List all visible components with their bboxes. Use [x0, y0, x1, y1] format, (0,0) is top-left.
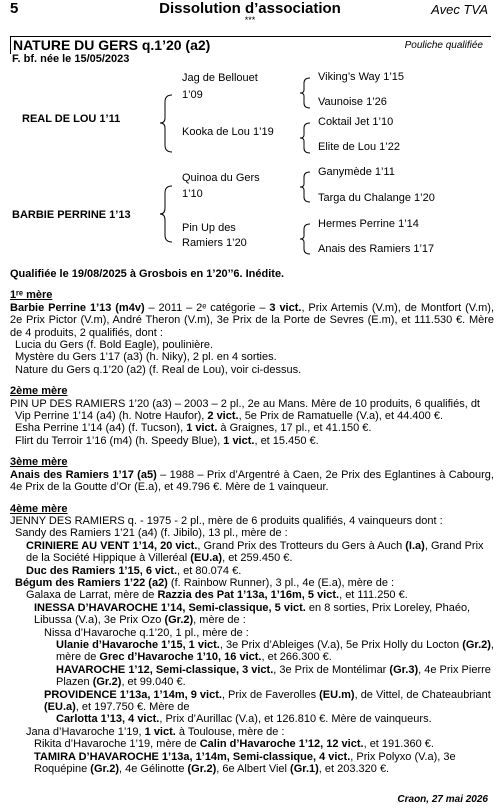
third-dam-text: Anais des Ramiers 1’17 (a5) – 1988 – Prix d’Argentré à Caen, 2e Prix des Eglantines à Cabourg, 4e Prix de la Goutte d’Or (E.a), et 49.796 €. Mère de 1 vainqueur.: [10, 468, 494, 494]
dam-sire-time: 1’10: [182, 188, 203, 200]
list-item: Vip Perrine 1’14 (a4) (h. Notre Haufor), 2 vict., 5e Prix de Ramatuelle (V.a), et 44.400 €.: [15, 410, 444, 423]
bracket-g4: [300, 224, 310, 254]
horse-qualification: Pouliche qualifiée: [404, 40, 483, 51]
qualification-line: Qualifiée le 19/08/2025 à Grosbois en 1’20’’6. Inédite.: [10, 268, 285, 280]
dam-line: [10, 268, 494, 775]
pedigree-table: [0, 68, 500, 268]
footer-place-date: Craon, 27 mai 2026: [397, 794, 488, 805]
sire-sire-name: Jag de Bellouet: [182, 72, 258, 84]
fourth-dam-text: JENNY DES RAMIERS q. - 1975 - 2 pl., mère de 6 produits qualifiés, 4 vainqueurs dont :: [10, 514, 443, 527]
horse-name-box: [10, 36, 491, 54]
list-item: Bégum des Ramiers 1’22 (a2) (f. Rainbow Runner), 3 pl., 4e (E.a), mère de :: [15, 576, 395, 589]
bracket-g1: [300, 78, 310, 108]
sire: REAL DE LOU 1’11: [22, 113, 121, 125]
g3-ancestor: Hermes Perrine 1’14: [318, 218, 419, 230]
bracket-dam: [160, 186, 172, 242]
list-item: Lucia du Gers (f. Bold Eagle), poulinière.: [15, 339, 214, 352]
section-third-dam: 3ème mère: [10, 456, 68, 469]
list-item: TAMIRA D’HAVAROCHE 1’13a, 1’14m, Semi-classique, 4 vict., Prix Polyxo (V.a), 3e Roquépine (Gr.2), 4e Gélinotte (Gr.2), 6e Albert Viel (Gr.1), et 203.320 €.: [34, 750, 456, 776]
sire-sire-time: 1’09: [182, 89, 203, 101]
list-item: PROVIDENCE 1’13a, 1’14m, 9 vict., Prix de Faverolles (EU.m), de Vittel, de Chateaubriant (EU.a), et 197.750 €. Mère de: [44, 688, 491, 713]
list-item: Jana d’Havaroche 1’19, 1 vict. à Toulouse, mère de :: [26, 725, 285, 738]
list-item: CRINIERE AU VENT 1’14, 20 vict., Grand Prix des Trotteurs du Gers à Auch (I.a), Grand Prix de la Société Hippique à Villeréal (EU.a), et 259.450 €.: [26, 539, 484, 565]
lot-number: 5: [10, 0, 19, 17]
page-title: Dissolution d’association: [159, 0, 341, 17]
section-second-dam: 2ème mère: [10, 385, 68, 398]
list-item: Ulanie d’Havaroche 1’15, 1 vict., 3e Prix d’Ableiges (V.a), 5e Prix Holly du Locton (Gr.2), mère de Grec d’Havaroche 1’10, 16 vict., et 266.300 €.: [56, 638, 494, 664]
page-header: [0, 0, 500, 24]
section-fourth-dam: 4ème mère: [10, 502, 68, 515]
dam-sire-name: Quinoa du Gers: [182, 172, 260, 184]
second-dam-text: PIN UP DES RAMIERS 1’20 (a3) – 2003 – 2 pl., 2e au Mans. Mère de 10 produits, 6 qualifiés, dt: [10, 397, 480, 410]
vat-note: Avec TVA: [431, 2, 488, 17]
dam-dam-time: Ramiers 1’20: [182, 237, 247, 249]
list-item: Sandy des Ramiers 1’21 (a4) (f. Jibilo), 13 pl., mère de :: [15, 527, 288, 540]
bracket-g3: [300, 172, 310, 202]
section-first-dam: 1ʳᵉ mère: [10, 289, 53, 302]
list-item: Galaxa de Larrat, mère de Razzia des Pat 1’13a, 1’16m, 5 vict., et 111.250 €.: [26, 589, 408, 602]
list-item: INESSA D’HAVAROCHE 1’14, Semi-classique, 5 vict. en 8 sorties, Prix Loreley, Phaéo, Libussa (V.a), 3e Prix Ozo (Gr.2), mère de :: [34, 601, 471, 627]
list-item: Flirt du Terroir 1’16 (m4) (h. Speedy Blue), 1 vict., et 15.450 €.: [15, 434, 319, 447]
list-item: Nissa d’Havaroche q.1’20, 1 pl., mère de :: [44, 626, 249, 639]
g3-ancestor: Vaunoise 1’26: [318, 96, 387, 108]
bracket-g2: [300, 123, 310, 153]
g3-ancestor: Coktail Jet 1’10: [318, 116, 394, 128]
g3-ancestor: Viking’s Way 1’15: [318, 71, 405, 83]
horse-name: NATURE DU GERS q.1’20 (a2): [13, 37, 211, 53]
list-item: Mystère du Gers 1’17 (a3) (h. Niky), 2 pl. en 4 sorties.: [15, 351, 277, 364]
list-item: Esha Perrine 1’14 (a4) (f. Tucson), 1 vict. à Graignes, 17 pl., et 41.150 €.: [15, 422, 372, 435]
list-item: Carlotta 1’13, 4 vict., Prix d’Aurillac (V.a), et 126.810 €. Mère de vainqueurs.: [56, 713, 432, 726]
pedigree-brackets: [0, 68, 500, 268]
g3-ancestor: Targa du Chalange 1’20: [318, 192, 435, 204]
title-stars: ***: [244, 15, 256, 25]
list-item: Nature du Gers q.1’20 (a2) (f. Real de Lou), voir ci-dessus.: [15, 363, 302, 376]
dam-dam-name: Pin Up des: [182, 222, 236, 234]
list-item: Duc des Ramiers 1’15, 6 vict., et 80.074 €.: [26, 564, 242, 577]
first-dam-text: Barbie Perrine 1’13 (m4v) – 2011 – 2ᵉ catégorie – 3 vict., Prix Artemis (V.m), de Montfort (V.m), 2e Prix Pictor (V.m), André Theron (V.m), 3e Prix de la Porte de Sevres (E.m), et 111.530 €. Mère de 4 produits, 2 qualifiés, dont :: [10, 301, 495, 339]
list-item: HAVAROCHE 1’12, Semi-classique, 3 vict., 3e Prix de Montélimar (Gr.3), 4e Prix Pierre Plazen (Gr.2), et 99.040 €.: [56, 663, 491, 689]
g3-ancestor: Ganymède 1’11: [318, 166, 395, 178]
g3-ancestor: Elite de Lou 1’22: [318, 141, 400, 153]
horse-birth: F. bf. née le 15/05/2023: [12, 53, 130, 65]
sire-dam: Kooka de Lou 1’19: [182, 126, 274, 138]
bracket-sire: [160, 95, 172, 152]
g3-ancestor: Anais des Ramiers 1’17: [318, 243, 435, 255]
dam: BARBIE PERRINE 1’13: [12, 209, 131, 221]
list-item: Rikita d’Havaroche 1’19, mère de Calin d’Havaroche 1’12, 12 vict., et 191.360 €.: [34, 738, 434, 751]
